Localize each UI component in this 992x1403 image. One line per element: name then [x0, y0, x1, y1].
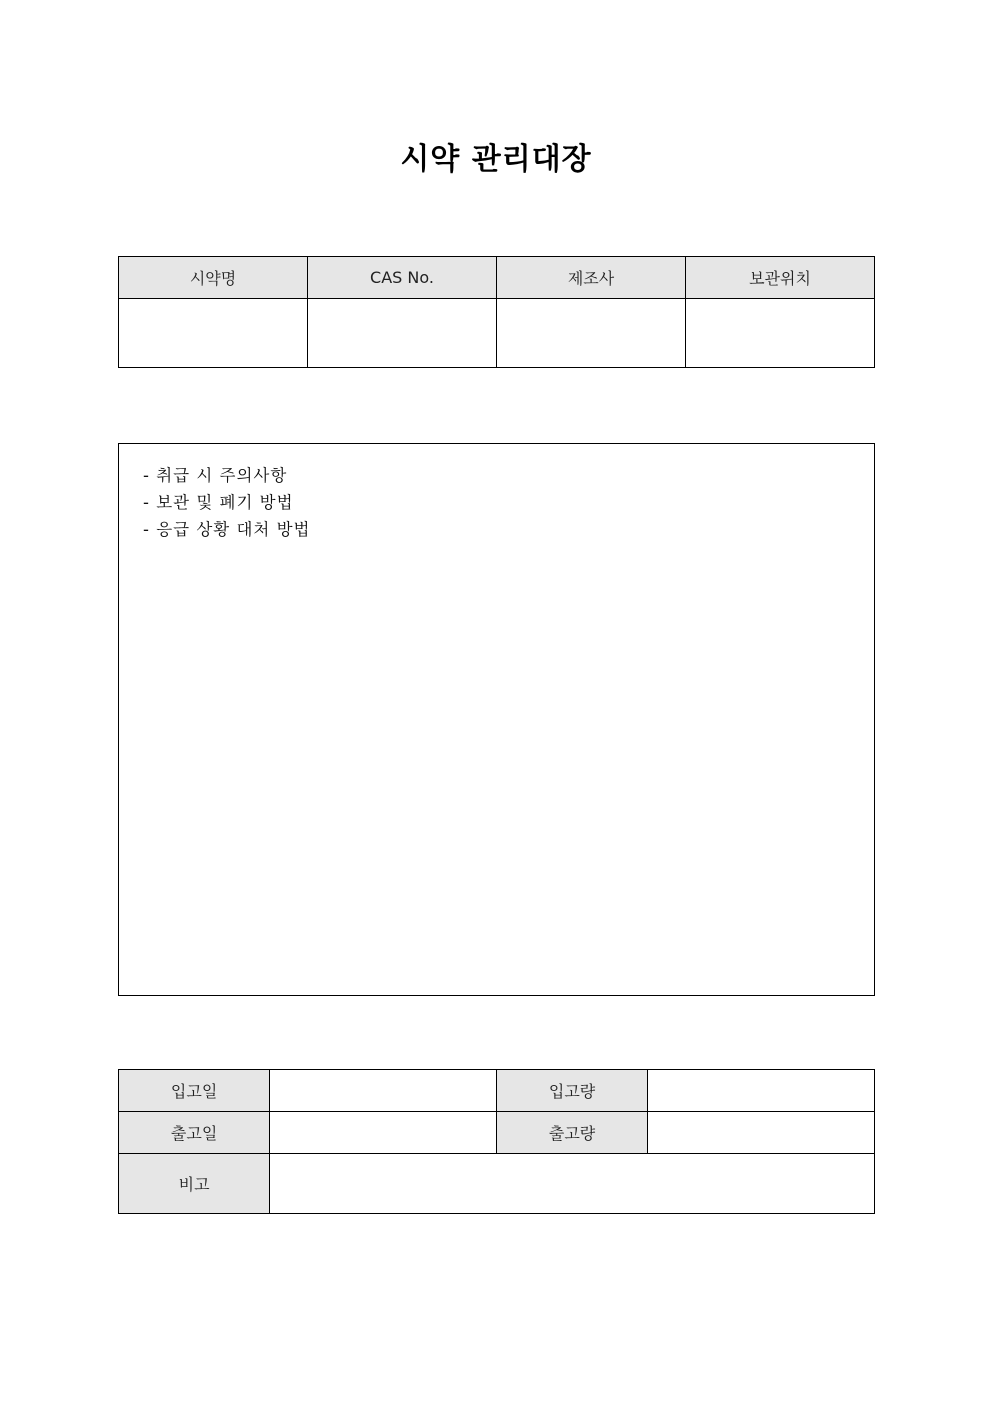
page-title: 시약 관리대장 [400, 142, 592, 177]
in-date-label: 입고일 [119, 1070, 270, 1112]
reagent-name-cell[interactable] [119, 299, 308, 368]
reagent-info-table [118, 256, 875, 368]
manufacturer-header: 제조사 [497, 257, 686, 299]
stock-out-row [119, 1112, 875, 1154]
storage-location-header: 보관위치 [686, 257, 875, 299]
safety-notes-list [119, 444, 874, 543]
safety-notes-box[interactable] [118, 443, 875, 996]
reagent-name-header: 시약명 [119, 257, 308, 299]
stock-in-row [119, 1070, 875, 1112]
note-emergency-response: - 응급 상황 대처 방법 [143, 520, 311, 539]
info-value-row [119, 299, 875, 368]
out-qty-cell[interactable] [648, 1112, 875, 1154]
in-qty-label: 입고량 [496, 1070, 647, 1112]
out-date-label: 출고일 [119, 1112, 270, 1154]
cas-no-header: CAS No. [308, 257, 497, 299]
out-qty-label: 출고량 [496, 1112, 647, 1154]
in-qty-cell[interactable] [648, 1070, 875, 1112]
remarks-cell[interactable] [270, 1154, 875, 1214]
storage-location-cell[interactable] [686, 299, 875, 368]
info-header-row [119, 257, 875, 299]
remarks-row [119, 1154, 875, 1214]
cas-no-cell[interactable] [308, 299, 497, 368]
in-date-cell[interactable] [270, 1070, 497, 1112]
out-date-cell[interactable] [270, 1112, 497, 1154]
note-storage-disposal: - 보관 및 폐기 방법 [143, 493, 294, 512]
note-handling-precautions: - 취급 시 주의사항 [143, 466, 288, 485]
manufacturer-cell[interactable] [497, 299, 686, 368]
stock-record-table [118, 1069, 875, 1214]
remarks-label: 비고 [119, 1154, 270, 1214]
